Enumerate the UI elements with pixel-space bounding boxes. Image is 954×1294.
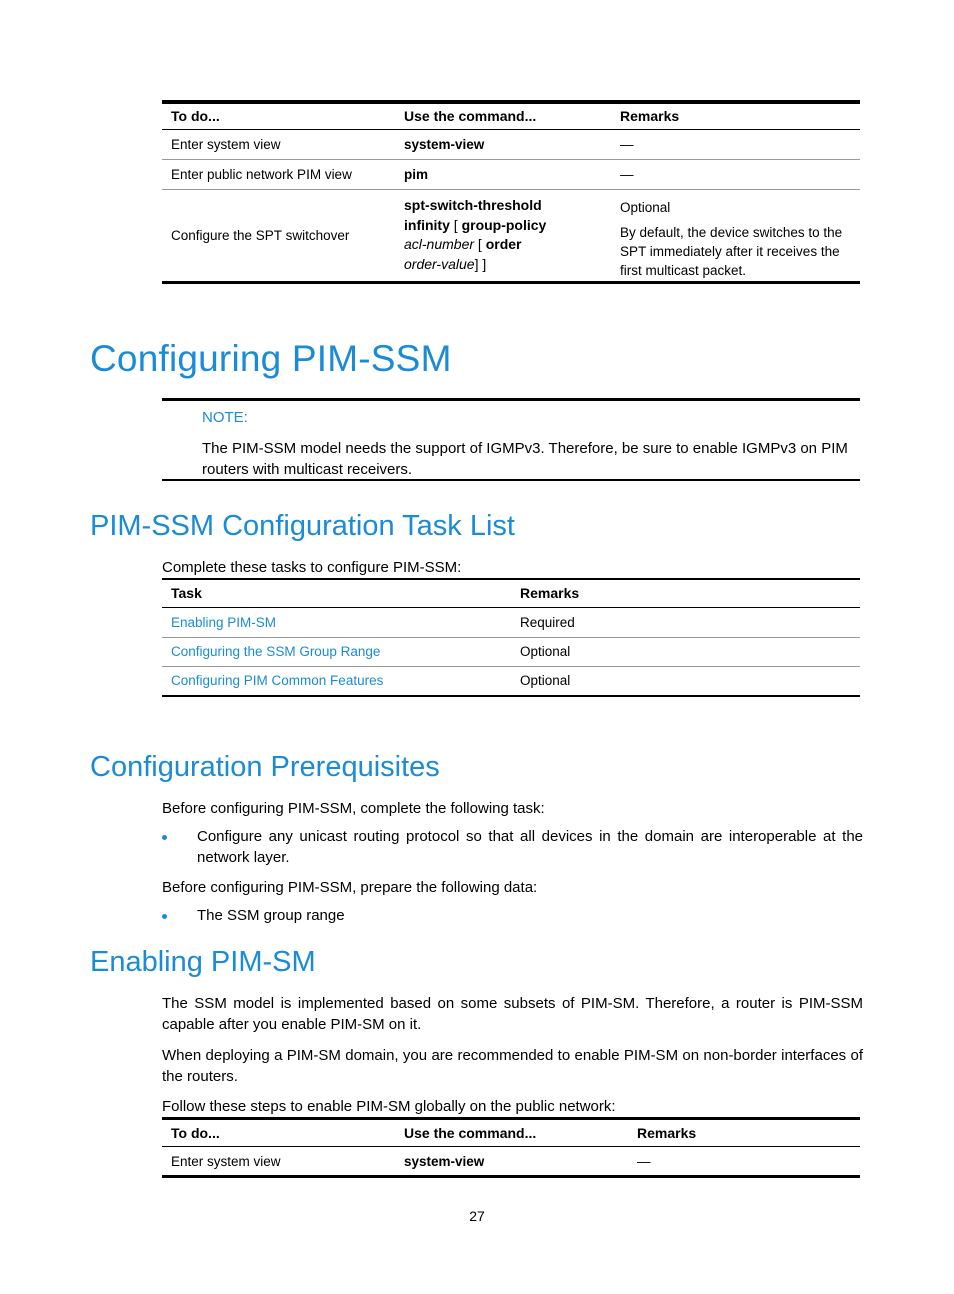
header-remarks: Remarks	[620, 108, 680, 125]
command-argument: order-value	[404, 255, 475, 272]
page-number: 27	[469, 1208, 485, 1224]
bullet-icon	[162, 914, 167, 919]
todo-cell: Configure the SPT switchover	[171, 227, 350, 243]
remarks-cell: —	[637, 1153, 651, 1169]
remarks-cell: Optional	[520, 673, 571, 689]
prereq-bullet-ssm-range: The SSM group range	[197, 907, 345, 924]
command-keyword: group-policy	[461, 216, 547, 233]
command-cell: pim	[404, 166, 429, 182]
note-label: NOTE:	[202, 409, 248, 426]
remarks-cell: Required	[520, 614, 575, 630]
table-row	[162, 189, 860, 282]
task-link-pim-common-features[interactable]: Configuring PIM Common Features	[171, 673, 384, 689]
remarks-optional: Optional	[620, 199, 671, 215]
todo-cell: Enter system view	[171, 1153, 281, 1169]
task-cell	[162, 607, 511, 637]
header-command: Use the command...	[404, 1125, 537, 1141]
task-cell	[162, 666, 511, 696]
note-box	[162, 398, 860, 481]
command-syntax: [	[449, 216, 462, 233]
command-line	[404, 255, 611, 275]
task-cell	[162, 637, 511, 666]
header-todo: To do...	[171, 1125, 220, 1141]
page-title: Configuring PIM-SSM	[90, 338, 452, 379]
bullet-icon	[162, 835, 167, 840]
command-cell: system-view	[404, 136, 485, 152]
prereq-intro-data: Before configuring PIM-SSM, prepare the following data:	[162, 879, 538, 896]
remarks-cell: —	[620, 166, 634, 182]
table-row	[162, 159, 860, 189]
spt-command-table	[162, 100, 860, 284]
header-todo: To do...	[171, 108, 220, 125]
header-remarks: Remarks	[637, 1125, 697, 1141]
header-task: Task	[171, 585, 202, 602]
header-remarks: Remarks	[520, 585, 580, 602]
section-title-task-list: PIM-SSM Configuration Task List	[90, 510, 515, 542]
table-row	[162, 607, 860, 637]
command-argument: acl-number	[404, 236, 475, 252]
enable-pim-sm-table	[162, 1117, 860, 1178]
prereq-bullet-routing: Configure any unicast routing protocol so that all devices in the domain are interoperable at the network layer.	[197, 828, 863, 866]
section-title-enabling-pim-sm: Enabling PIM-SM	[90, 946, 316, 978]
note-text: The PIM-SSM model needs the support of IGMPv3. Therefore, be sure to enable IGMPv3 on PIM routers with multicast receivers.	[202, 440, 848, 478]
enabling-para-3: Follow these steps to enable PIM-SM globally on the public network:	[162, 1098, 616, 1115]
command-syntax: [	[474, 236, 486, 252]
prereq-intro-task: Before configuring PIM-SSM, complete the following task:	[162, 800, 545, 817]
table-row	[162, 129, 860, 159]
enabling-para-2: When deploying a PIM-SM domain, you are recommended to enable PIM-SM on non-border interfaces of the routers.	[162, 1047, 863, 1085]
command-cell	[395, 189, 611, 282]
remarks-cell: Optional	[520, 644, 571, 659]
section-title-prerequisites: Configuration Prerequisites	[90, 751, 440, 783]
task-link-enabling-pim-sm[interactable]: Enabling PIM-SM	[171, 614, 277, 630]
remarks-description: By default, the device switches to the SPT immediately after it receives the first multicast packet.	[620, 224, 843, 278]
command-line: spt-switch-threshold	[404, 197, 542, 213]
task-list-intro: Complete these tasks to configure PIM-SSM:	[162, 559, 462, 576]
header-command: Use the command...	[404, 108, 537, 125]
task-list-table	[162, 578, 860, 697]
table-row	[162, 637, 860, 666]
table-row	[162, 1147, 860, 1177]
command-keyword: order	[485, 236, 522, 252]
command-line	[404, 235, 611, 255]
todo-cell: Enter system view	[171, 136, 281, 152]
command-cell: system-view	[404, 1153, 485, 1169]
command-keyword: infinity	[404, 216, 450, 233]
task-link-ssm-group-range[interactable]: Configuring the SSM Group Range	[171, 644, 381, 659]
command-syntax: ] ]	[474, 255, 487, 272]
remarks-cell	[611, 189, 860, 282]
table-row	[162, 666, 860, 696]
command-line	[404, 216, 611, 236]
enabling-para-1: The SSM model is implemented based on some subsets of PIM-SM. Therefore, a router is PIM-SSM capable after you enable PIM-SM on it.	[162, 995, 863, 1033]
todo-cell: Enter public network PIM view	[171, 166, 352, 182]
remarks-cell: —	[620, 136, 634, 152]
